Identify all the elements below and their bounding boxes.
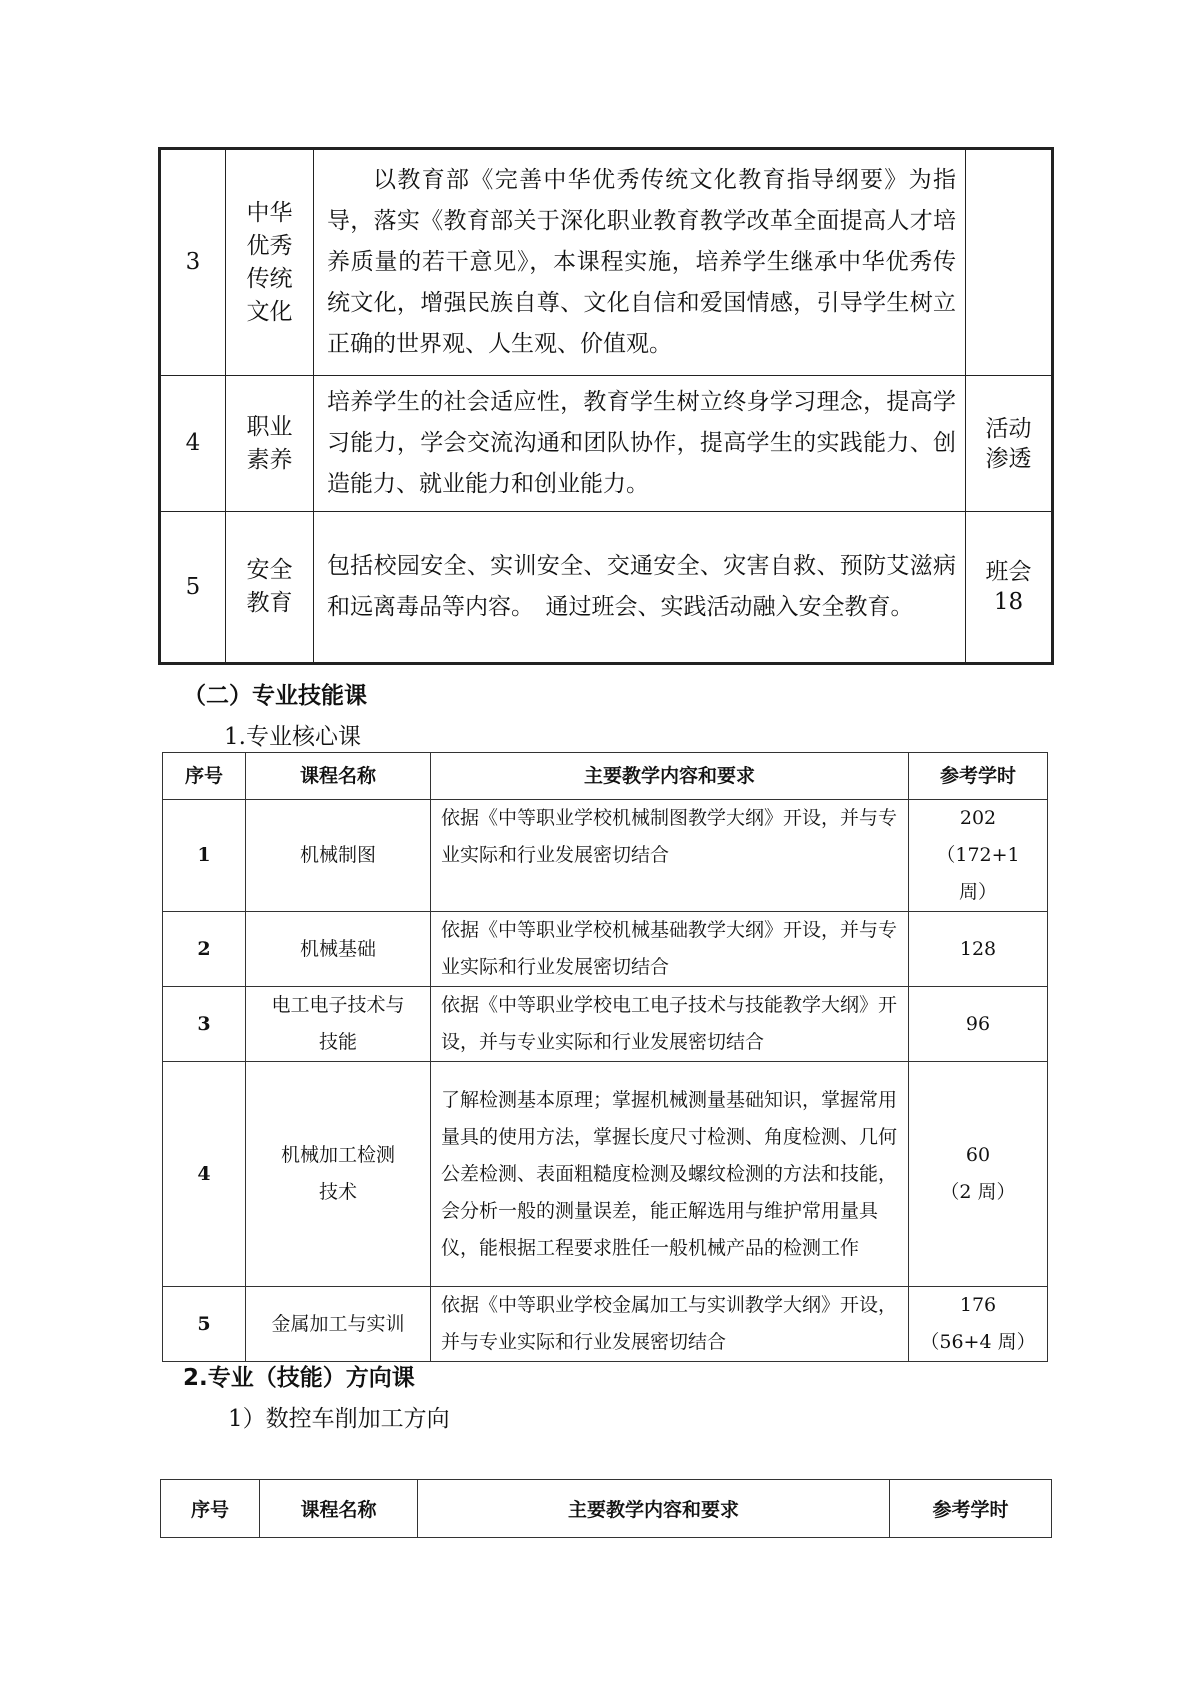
course-hours: 202 （172+1 周） xyxy=(909,800,1048,912)
header-content: 主要教学内容和要求 xyxy=(431,753,909,800)
header-course-name: 课程名称 xyxy=(260,1480,418,1538)
table-row xyxy=(160,149,1053,376)
course-name: 安全 教育 xyxy=(226,512,314,664)
section-heading: （二）专业技能课 xyxy=(183,683,367,709)
course-hours: 176 （56+4 周） xyxy=(909,1287,1048,1362)
course-content: 依据《中等职业学校机械制图教学大纲》开设，并与专业实际和行业发展密切结合 xyxy=(431,800,909,912)
course-content: 依据《中等职业学校机械基础教学大纲》开设，并与专业实际和行业发展密切结合 xyxy=(431,912,909,987)
course-content: 了解检测基本原理；掌握机械测量基础知识，掌握常用量具的使用方法，掌握长度尺寸检测、角度检测、几何公差检测、表面粗糙度检测及螺纹检测的方法和技能，会分析一般的测量误差，能正解选用与维护常用量具仪，能根据工程要求胜任一般机械产品的检测工作 xyxy=(431,1062,909,1287)
course-content: 以教育部《完善中华优秀传统文化教育指导纲要》为指导，落实《教育部关于深化职业教育教学改革全面提高人才培养质量的若干意见》，本课程实施，培养学生继承中华优秀传统文化，增强民族自尊、文化自信和爱国情感，引导学生树立正确的世界观、人生观、价值观。 xyxy=(314,149,966,376)
row-number: 5 xyxy=(160,512,226,664)
table-row xyxy=(163,1062,1048,1287)
course-content: 培养学生的社会适应性，教育学生树立终身学习理念，提高学习能力，学会交流沟通和团队协作，提高学生的实践能力、创造能力、就业能力和创业能力。 xyxy=(314,376,966,512)
course-name: 中华 优秀 传统 文化 xyxy=(226,149,314,376)
header-number: 序号 xyxy=(161,1480,260,1538)
row-number: 2 xyxy=(163,912,246,987)
course-name: 机械基础 xyxy=(246,912,431,987)
course-name: 机械制图 xyxy=(246,800,431,912)
course-name: 机械加工检测 技术 xyxy=(246,1062,431,1287)
header-course-name: 课程名称 xyxy=(246,753,431,800)
course-hours: 96 xyxy=(909,987,1048,1062)
row-number: 4 xyxy=(163,1062,246,1287)
header-hours: 参考学时 xyxy=(909,753,1048,800)
course-name: 职业 素养 xyxy=(226,376,314,512)
course-hours: 128 xyxy=(909,912,1048,987)
course-content: 依据《中等职业学校金属加工与实训教学大纲》开设，并与专业实际和行业发展密切结合 xyxy=(431,1287,909,1362)
cnc-turning-course-table xyxy=(160,1479,1052,1538)
table-row xyxy=(163,987,1048,1062)
course-name: 电工电子技术与 技能 xyxy=(246,987,431,1062)
table-header-row xyxy=(161,1480,1052,1538)
course-hours xyxy=(966,149,1053,376)
subsection-heading: 1）数控车削加工方向 xyxy=(228,1406,450,1432)
row-number: 4 xyxy=(160,376,226,512)
header-number: 序号 xyxy=(163,753,246,800)
course-content: 包括校园安全、实训安全、交通安全、灾害自救、预防艾滋病和远离毒品等内容。 通过班会、实践活动融入安全教育。 xyxy=(314,512,966,664)
table-row xyxy=(163,1287,1048,1362)
row-number: 5 xyxy=(163,1287,246,1362)
core-course-table xyxy=(162,752,1048,1362)
table-row xyxy=(160,512,1053,664)
general-course-table xyxy=(158,147,1054,665)
table-row xyxy=(163,912,1048,987)
course-hours: 活动 渗透 xyxy=(966,376,1053,512)
course-hours: 班会 18 xyxy=(966,512,1053,664)
header-hours: 参考学时 xyxy=(890,1480,1052,1538)
row-number: 3 xyxy=(160,149,226,376)
course-content: 依据《中等职业学校电工电子技术与技能教学大纲》开设，并与专业实际和行业发展密切结合 xyxy=(431,987,909,1062)
row-number: 3 xyxy=(163,987,246,1062)
row-number: 1 xyxy=(163,800,246,912)
course-name: 金属加工与实训 xyxy=(246,1287,431,1362)
header-content: 主要教学内容和要求 xyxy=(418,1480,890,1538)
course-hours: 60 （2 周） xyxy=(909,1062,1048,1287)
table-row xyxy=(160,376,1053,512)
table-header-row xyxy=(163,753,1048,800)
subsection-heading: 1.专业核心课 xyxy=(224,724,361,750)
table-row xyxy=(163,800,1048,912)
section-heading: 2.专业（技能）方向课 xyxy=(183,1365,415,1391)
